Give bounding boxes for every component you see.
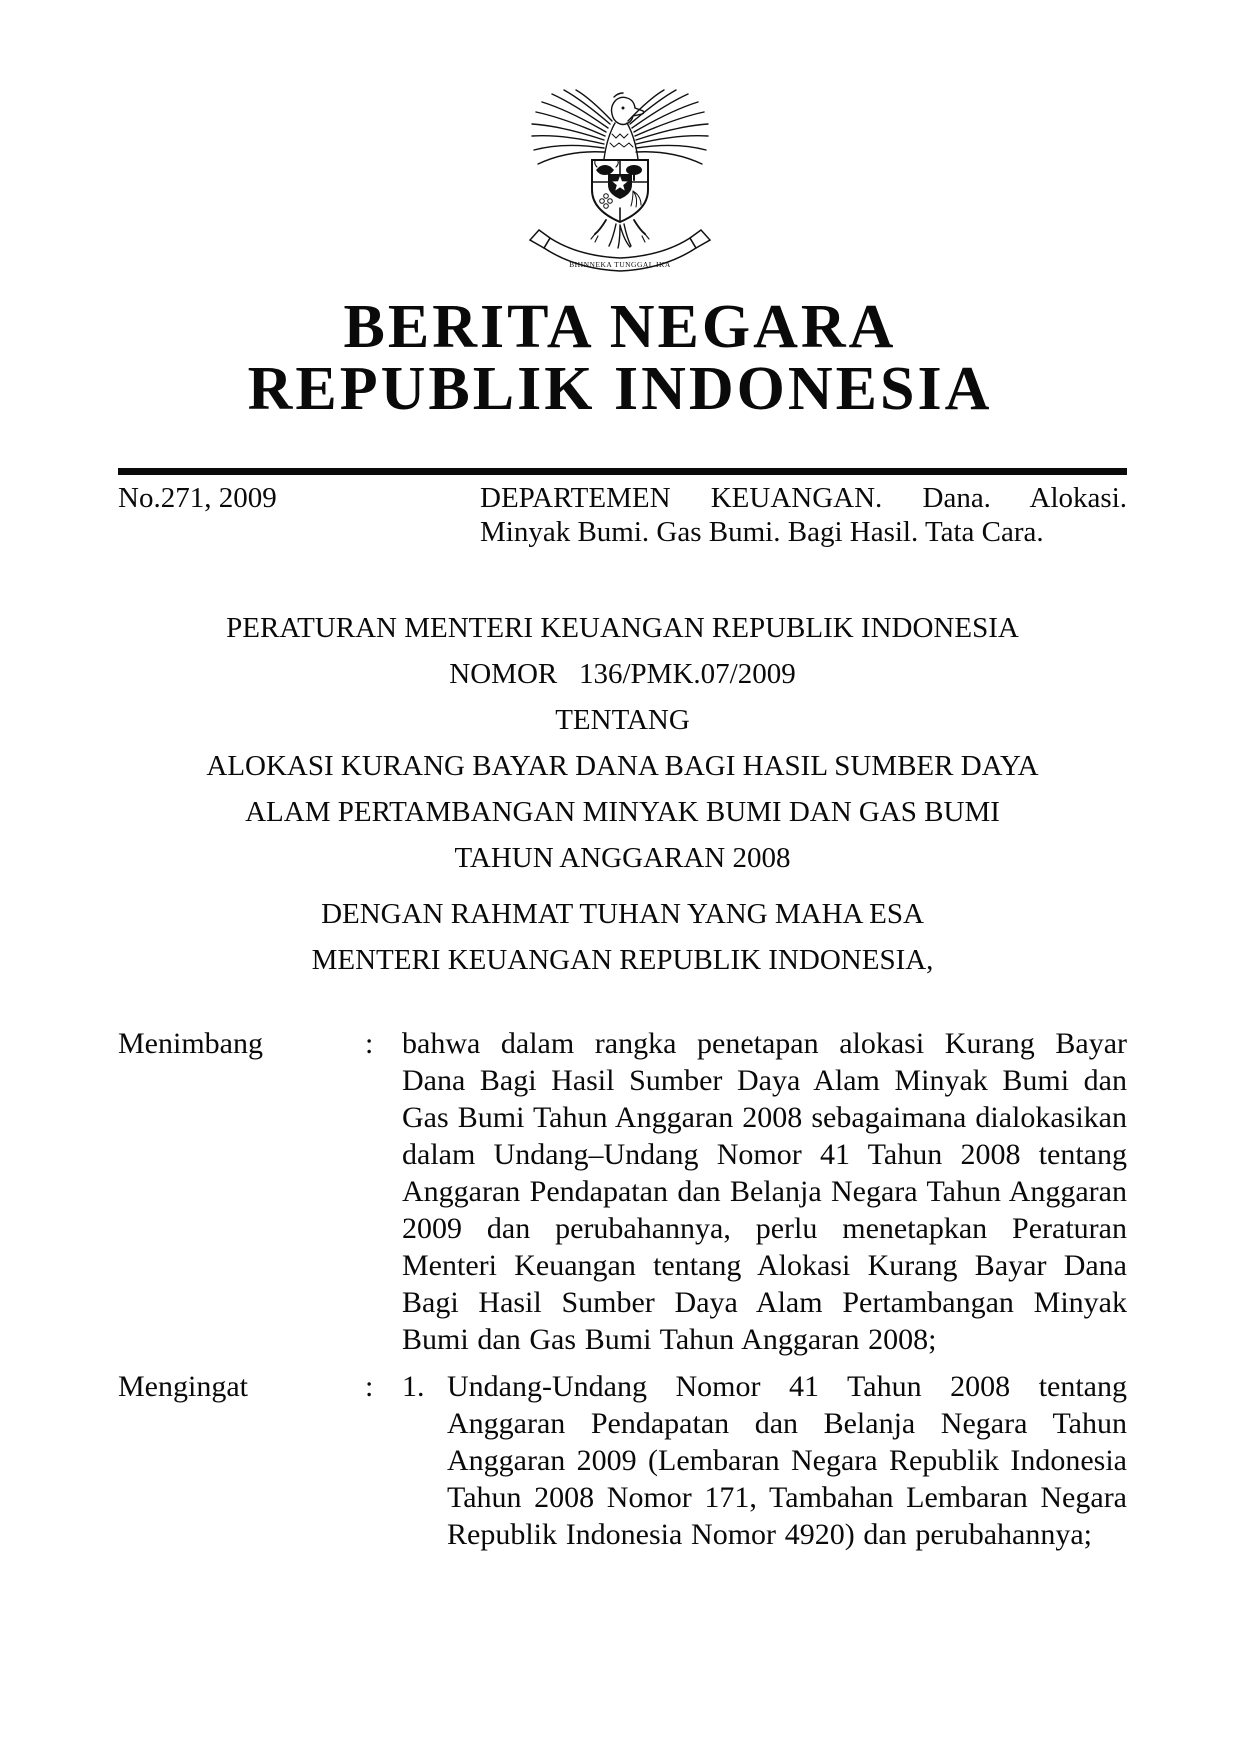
regulation-heading	[118, 605, 1127, 881]
considerations-section	[118, 1025, 1127, 1358]
masthead-rule	[118, 468, 1127, 475]
legal-basis-item	[402, 1368, 1127, 1553]
authority-line: MENTERI KEUANGAN REPUBLIK INDONESIA,	[311, 944, 934, 976]
subject-index-line1: DEPARTEMEN KEUANGAN. Dana. Alokasi.	[480, 482, 1127, 514]
legal-basis-item-number: 1.	[402, 1370, 425, 1403]
regulation-heading-line2: NOMOR 136/PMK.07/2009	[449, 658, 796, 690]
journal-title-line2: REPUBLIK INDONESIA	[247, 355, 993, 423]
legal-basis-colon: :	[365, 1370, 374, 1403]
considerations-label: Menimbang	[118, 1027, 263, 1060]
preamble	[118, 891, 1127, 983]
pancasila-shield-icon	[592, 160, 648, 222]
considerations-colon: :	[365, 1027, 374, 1060]
considerations-text: bahwa dalam rangka penetapan alokasi Kurang Bayar Dana Bagi Hasil Sumber Daya Alam Minyak Bumi dan Gas Bumi Tahun Anggaran 2008 sebagaimana dialokasikan dalam Undang–Undang Nomor 41 Tahun 2008 tentang Anggaran Pendapatan dan Belanja Negara Tahun Anggaran 2009 dan perubahannya, perlu menetapkan Peraturan Menteri Keuangan tentang Alokasi Kurang Bayar Dana Bagi Hasil Sumber Daya Alam Pertambangan Minyak Bumi dan Gas Bumi Tahun Anggaran 2008;	[402, 1027, 1127, 1356]
regulation-heading-line3: TENTANG	[555, 704, 690, 736]
journal-title-line1: BERITA NEGARA	[343, 293, 897, 361]
garuda-pancasila-emblem	[520, 86, 720, 274]
legal-basis-item-text: Undang-Undang Nomor 41 Tahun 2008 tentang Anggaran Pendapatan dan Belanja Negara Tahun Anggaran 2009 (Lembaran Negara Republik Indonesia Tahun 2008 Nomor 171, Tambahan Lembaran Negara Republik Indonesia Nomor 4920) dan perubahannya;	[447, 1370, 1127, 1551]
journal-title	[0, 293, 1240, 423]
subject-index-line2: Minyak Bumi. Gas Bumi. Bagi Hasil. Tata Cara.	[480, 516, 1044, 548]
regulation-heading-line4: ALOKASI KURANG BAYAR DANA BAGI HASIL SUMBER DAYA	[206, 750, 1039, 782]
legal-basis-label: Mengingat	[118, 1370, 248, 1403]
regulation-heading-line1: PERATURAN MENTERI KEUANGAN REPUBLIK INDONESIA	[226, 612, 1019, 644]
issue-number: No.271, 2009	[118, 482, 277, 514]
right-wing-icon	[628, 90, 708, 164]
tail-feathers-icon	[591, 220, 649, 248]
masthead-row	[118, 481, 1127, 549]
regulation-heading-line6: TAHUN ANGGARAN 2008	[454, 842, 791, 874]
emblem-motto-text: BHINNEKA TUNGGAL IKA	[569, 260, 671, 269]
left-wing-icon	[532, 90, 612, 164]
eagle-head-icon	[604, 93, 644, 159]
legal-basis-section	[118, 1368, 1127, 1553]
emblem-container	[0, 0, 1240, 274]
invocation-line: DENGAN RAHMAT TUHAN YANG MAHA ESA	[321, 898, 924, 930]
subject-index	[480, 481, 1127, 549]
regulation-heading-line5: ALAM PERTAMBANGAN MINYAK BUMI DAN GAS BUMI	[245, 796, 1000, 828]
legal-basis-list	[402, 1368, 1127, 1553]
